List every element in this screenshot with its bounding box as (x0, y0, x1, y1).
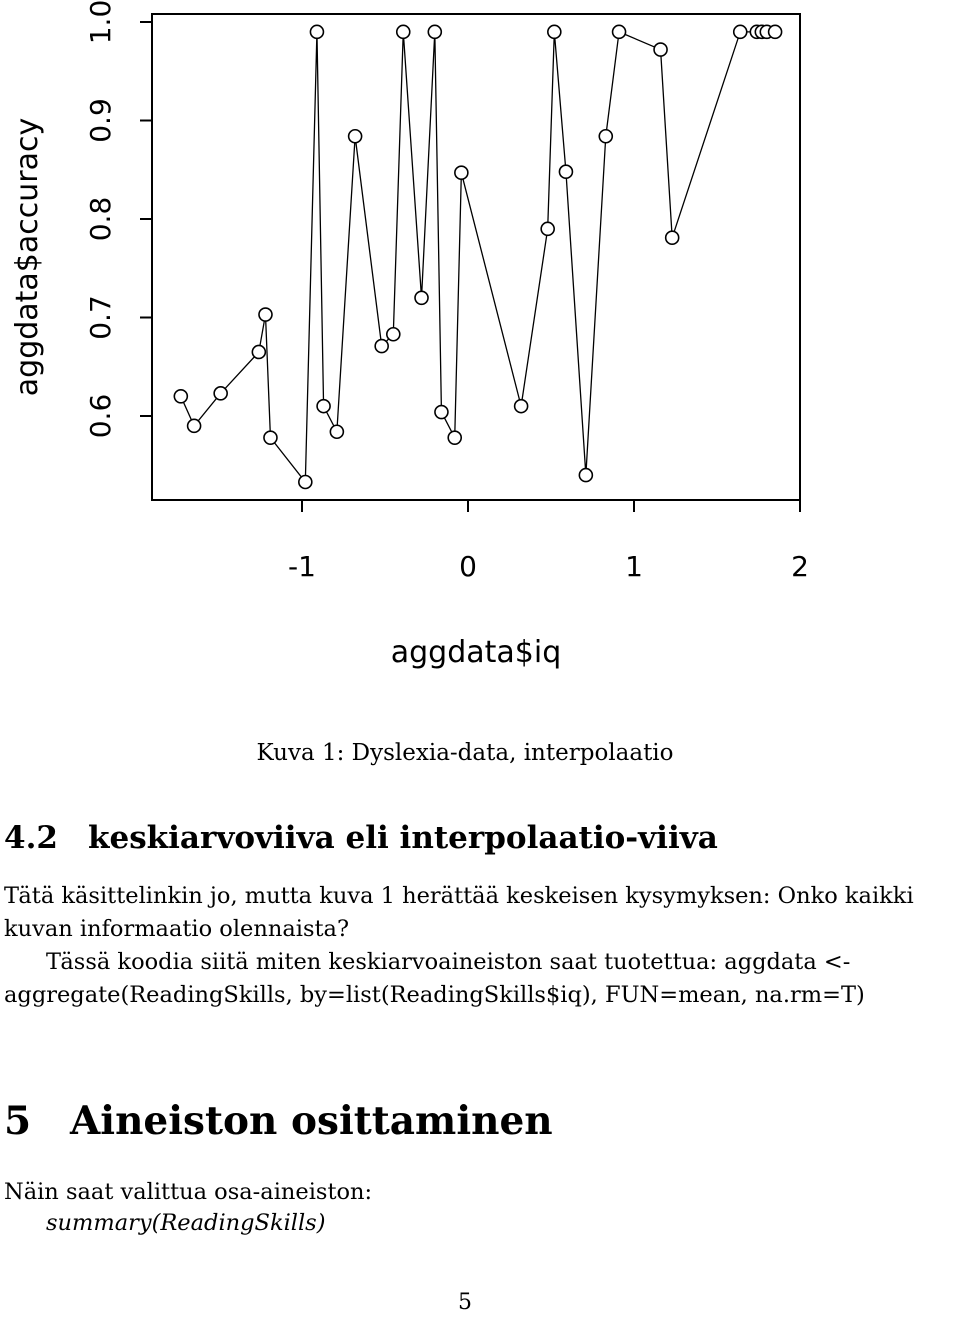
y-tick-label: 0.7 (84, 295, 117, 340)
data-point (415, 291, 428, 304)
data-point (317, 400, 330, 413)
data-point (548, 25, 561, 38)
y-axis-label: aggdata$accuracy (10, 117, 45, 397)
series-line (181, 32, 775, 482)
data-point (435, 406, 448, 419)
data-point (387, 328, 400, 341)
data-point (613, 25, 626, 38)
data-point (769, 25, 782, 38)
data-point (349, 130, 362, 143)
subsection-title: keskiarvoviiva eli interpolaatio-viiva (88, 820, 718, 856)
code-snippet: summary(ReadingSkills) (46, 1210, 326, 1236)
data-point (299, 475, 312, 488)
x-tick-label: -1 (288, 550, 316, 583)
data-point (428, 25, 441, 38)
x-tick-label: 1 (625, 550, 643, 583)
figure-caption: Kuva 1: Dyslexia-data, interpolaatio (256, 740, 674, 766)
data-point (252, 345, 265, 358)
data-point (375, 340, 388, 353)
subsection-number: 4.2 (4, 820, 58, 856)
data-point (174, 390, 187, 403)
data-point (515, 400, 528, 413)
data-point (579, 469, 592, 482)
data-point (259, 308, 272, 321)
y-tick-label: 1.0 (84, 0, 117, 45)
section-number: 5 (4, 1098, 32, 1144)
x-tick-label: 0 (459, 550, 477, 583)
data-point (599, 130, 612, 143)
data-markers (174, 25, 781, 488)
y-tick-label: 0.9 (84, 98, 117, 143)
section-heading (4, 1098, 553, 1144)
data-point (541, 222, 554, 235)
y-tick-label: 0.6 (84, 393, 117, 439)
x-axis-label: aggdata$iq (390, 635, 562, 670)
plot-frame (152, 14, 800, 500)
x-axis (288, 500, 809, 583)
data-point (666, 231, 679, 244)
y-axis (84, 0, 152, 438)
data-point (264, 431, 277, 444)
data-point (397, 25, 410, 38)
data-point (214, 387, 227, 400)
data-point (310, 25, 323, 38)
page-number: 5 (458, 1290, 472, 1315)
subsection-paragraph-1: Tätä käsittelinkin jo, mutta kuva 1 herättää keskeisen kysymyksen: Onko kaikki kuvan informaatio olennaista? (4, 883, 914, 942)
data-point (448, 431, 461, 444)
data-point (734, 25, 747, 38)
x-tick-label: 2 (791, 550, 809, 583)
y-tick-label: 0.8 (84, 196, 117, 242)
data-point (330, 425, 343, 438)
section-title: Aineiston osittaminen (70, 1098, 553, 1144)
data-point (455, 166, 468, 179)
section-paragraph: Näin saat valittua osa-aineiston: (4, 1179, 373, 1205)
subsection-heading (4, 820, 718, 856)
subsection-paragraph-2: Tässä koodia siitä miten keskiarvoaineiston saat tuotettua: aggdata <-aggregate(ReadingSkills, by=list(ReadingSkills$iq), FUN=mean, na.rm=T) (4, 949, 865, 1008)
data-point (654, 43, 667, 56)
data-point (188, 419, 201, 432)
data-point (559, 165, 572, 178)
